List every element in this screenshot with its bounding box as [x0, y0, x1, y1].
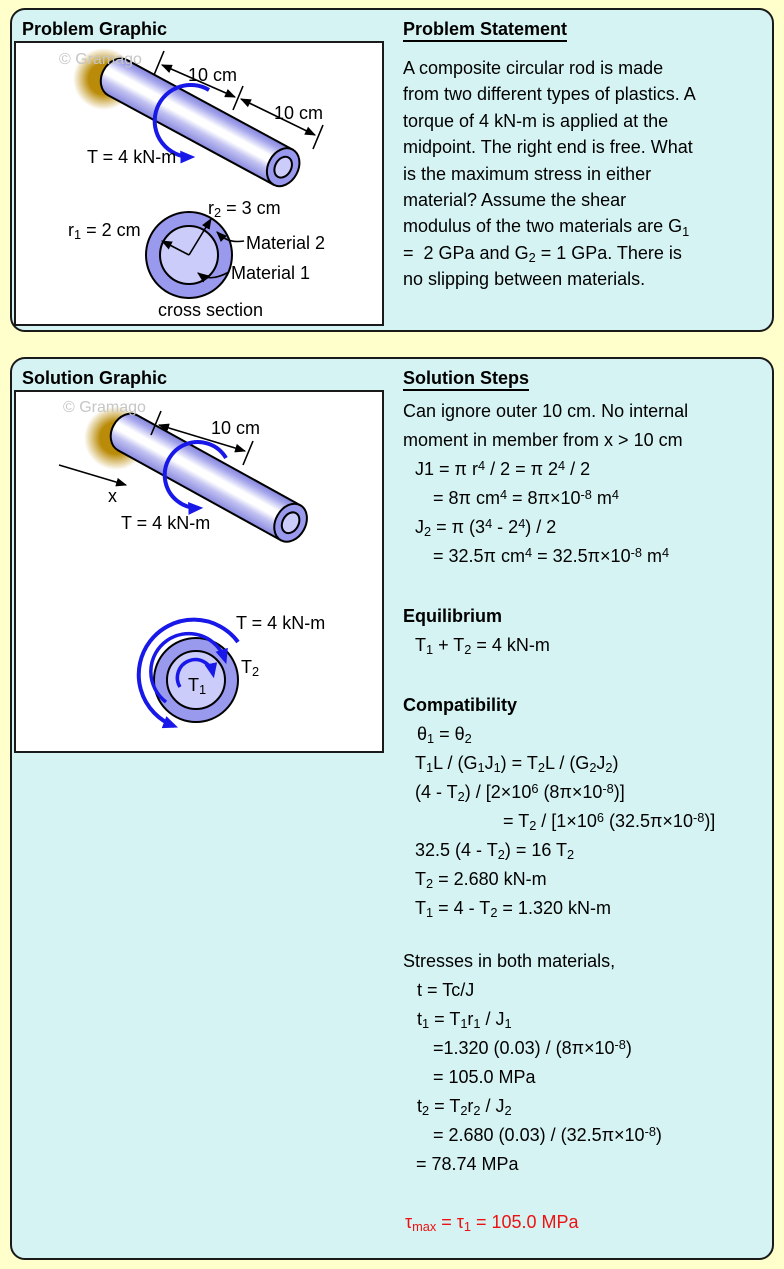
- solution-step-line: $T_1L / (G_1J_1) = T_2L / (G_2J_2)$: [415, 753, 619, 776]
- section-torque-label: T = 4 kN-m: [236, 613, 326, 633]
- solution-step-line: = 105.0 MPa: [433, 1067, 536, 1087]
- x-axis-label: x: [108, 486, 117, 506]
- problem-statement-text: [403, 55, 696, 293]
- dimension-label-1: 10 cm: [211, 418, 261, 438]
- statement-line: midpoint. The right end is free. What: [403, 137, 693, 158]
- solution-step-line: $t_2 = T_2r_2 / J_2$: [417, 1096, 512, 1119]
- problem-statement-title: Problem Statement: [403, 19, 567, 40]
- watermark: © Gramago: [63, 399, 146, 416]
- torque-label: T = 4 kN-m: [87, 147, 177, 167]
- solution-graphic-title: Solution Graphic: [22, 368, 168, 388]
- solution-steps-title: Solution Steps: [403, 368, 529, 389]
- statement-line: torque of 4 kN-m is applied at the: [403, 110, 669, 131]
- problem-graphic-title: Problem Graphic: [22, 19, 168, 39]
- torque-label: T = 4 kN-m: [121, 513, 211, 533]
- solution-step-line: $\tau_{max} = \tau_1 = 105.0$ MPa: [405, 1212, 579, 1235]
- solution-step-line: $J_2 = \pi$ $(3^4 - 2^4) / 2$: [415, 516, 557, 540]
- t1-label: $T_1$: [188, 675, 207, 698]
- problem-graphic-drawing: [16, 43, 382, 324]
- statement-line: no slipping between materials.: [403, 269, 646, 290]
- solution-step-line: = 32.5π $cm^4 = 32.5\pi\times 10^{-8}$ $m^4$: [433, 545, 670, 566]
- dimension-label-1: 10 cm: [188, 65, 238, 85]
- solution-step-line: = $T_2 / [1\times 10^6$ $(32.5\pi\times 10^{-8})$]: [503, 810, 716, 834]
- problem-panel: [10, 8, 774, 332]
- statement-line: A composite circular rod is made: [403, 58, 664, 78]
- material2-label: Material 2: [246, 233, 326, 253]
- solution-step-line: $T_1 = 4 - T_2 = 1.320$ kN-m: [415, 898, 611, 921]
- solution-step-line: $\theta_1 = \theta_2$: [417, 724, 472, 747]
- solution-step-line: J1 = π $r^4 / 2 = \pi$ $2^4 / 2$: [415, 458, 591, 479]
- solution-steps-text: [403, 397, 715, 1237]
- solution-step-line: = 78.74 MPa: [416, 1154, 519, 1174]
- solution-step-line: Stresses in both materials,: [403, 951, 616, 971]
- solution-step-line: = 8π $cm^4 = 8\pi\times 10^{-8}$ $m^4$: [433, 487, 619, 508]
- solution-step-line: Compatibility: [403, 695, 518, 715]
- solution-step-line: moment in member from x > 10 cm: [403, 430, 683, 450]
- solution-panel: [10, 357, 774, 1260]
- solution-step-line: Equilibrium: [403, 606, 502, 626]
- statement-line: from two different types of plastics. A: [403, 84, 696, 105]
- solution-step-line: $(4 - T_2) / [2\times 10^6$ $(8\pi\times 10^{-8})$]: [415, 781, 625, 805]
- solution-step-line: =1.320 $(0.03) / (8\pi\times 10^{-8})$: [433, 1037, 632, 1058]
- solution-step-line: $T_1 + T_2 = 4$ kN-m: [415, 635, 550, 658]
- material1-label: Material 1: [231, 263, 311, 283]
- watermark: © Gramago: [59, 51, 142, 68]
- problem-graphic-box: [14, 41, 384, 326]
- statement-line: is the maximum stress in either: [403, 163, 652, 184]
- solution-step-line: $t_1 = T_1r_1 / J_1$: [417, 1009, 512, 1032]
- solution-step-line: Can ignore outer 10 cm. No internal: [403, 401, 689, 421]
- solution-graphic-box: [14, 390, 384, 753]
- t2-label: $T_2$: [241, 657, 260, 680]
- solution-graphic-drawing: [16, 392, 382, 751]
- statement-line: = 2 GPa and $G_2 = 1$ GPa. There is: [403, 242, 682, 265]
- solution-step-line: $T_2 = 2.680$ kN-m: [415, 869, 547, 892]
- solution-step-line: 32.5 $(4 - T_2) = 16$ $T_2$: [415, 840, 575, 863]
- r2-label: $r_2 = 3$ cm: [208, 198, 281, 221]
- solution-step-line: t = Tc/J: [417, 980, 475, 1000]
- statement-line: modulus of the two materials are $G_1$: [403, 216, 690, 239]
- solution-step-line: = 2.680 $(0.03) / (32.5\pi\times 10^{-8})$: [433, 1124, 662, 1145]
- cross-section-caption: cross section: [158, 300, 264, 320]
- statement-line: material? Assume the shear: [403, 190, 627, 211]
- r1-label: $r_1 = 2$ cm: [68, 220, 141, 243]
- dimension-label-2: 10 cm: [274, 103, 324, 123]
